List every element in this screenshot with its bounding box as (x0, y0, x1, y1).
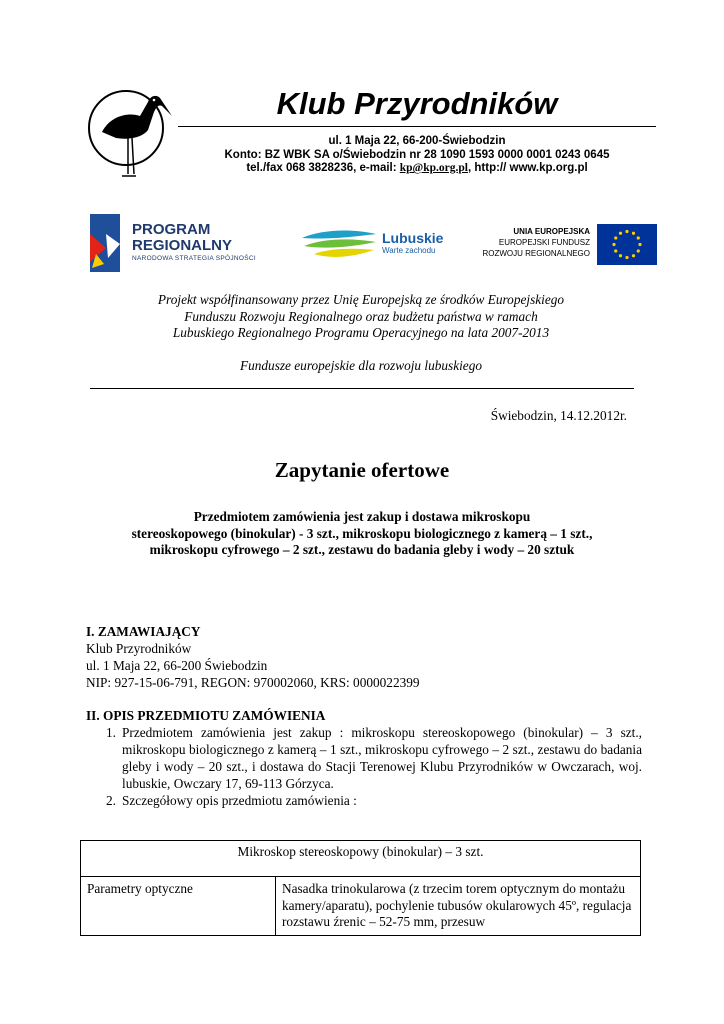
eu-star-icon (632, 232, 635, 235)
table-cell-param: Parametry optyczne (81, 877, 276, 936)
account-line: Konto: BZ WBK SA o/Świebodzin nr 28 1090 1593 0000 0001 0243 0645 (224, 148, 610, 161)
project-line3: Lubuskiego Regionalnego Programu Operacyjnego na lata 2007-2013 (172, 325, 550, 340)
list-item-number: 1. (106, 725, 116, 740)
section-order-description (86, 707, 642, 809)
subject-block (90, 509, 634, 559)
project-line1: Projekt współfinansowany przez Unię Europejską ze środków Europejskiego (157, 292, 565, 307)
program-regionalny-logo (86, 214, 282, 272)
eu-star-icon (625, 256, 628, 259)
lubuskie-wave-icon (300, 220, 378, 266)
phone-email-line (178, 162, 656, 176)
table-header-cell: Mikroskop stereoskopowy (binokular) – 3 szt. (81, 841, 641, 877)
contact-block (178, 135, 656, 176)
header-divider (178, 126, 656, 127)
eu-star-icon (638, 243, 641, 246)
program-regionalny-emblem-icon (86, 214, 122, 272)
list-item-text: Szczegółowy opis przedmiotu zamówienia : (122, 793, 357, 808)
address-line: ul. 1 Maja 22, 66-200-Świebodzin (328, 135, 506, 147)
section1-ids: NIP: 927-15-06-791, REGON: 970002060, KRS: 0000022399 (86, 675, 420, 690)
lubuskie-name: Lubuskie (382, 230, 444, 246)
list-item-text: Przedmiotem zamówienia jest zakup : mikroskopu stereoskopowego (binokular) – 3 szt., mikroskopu biologicznego z kamerą – 1 szt., mikroskopu cyfrowego – 2 szt., zestawu do badania gleby i wody – 20 szt., i dostawa do Stacji Terenowej Klubu Przyrodników w Owczarach, woj. lubuskie, Owczary 17, 69-113 Górzyca. (122, 725, 642, 791)
section2-heading: II. OPIS PRZEDMIOTU ZAMÓWIENIA (86, 708, 326, 723)
ue-line1: UNIA EUROPEJSKA (513, 227, 590, 236)
lubuskie-tagline: Warte zachodu (382, 246, 436, 255)
eu-flag-icon (597, 224, 657, 265)
list-item-number: 2. (106, 793, 116, 808)
project-line2: Funduszu Rozwoju Regionalnego oraz budżetu państwa w ramach (184, 308, 538, 324)
ue-line3: ROZWOJU REGIONALNEGO (482, 249, 590, 258)
document-date: Świebodzin, 14.12.2012r. (490, 408, 627, 423)
list-item (86, 792, 642, 809)
program-line2: REGIONALNY (132, 237, 233, 254)
ue-line2: EUROPEJSKI FUNDUSZ (498, 238, 590, 247)
eu-star-icon (612, 243, 615, 246)
web-text: , http:// www.kp.org.pl (468, 162, 588, 174)
eu-star-icon (619, 254, 622, 257)
subject-line2: stereoskopowego (binokular) - 3 szt., mikroskopu biologicznego z kamerą – 1 szt., (131, 525, 593, 541)
section1-heading: I. ZAMAWIAJĄCY (86, 624, 201, 639)
subject-line3: mikroskopu cyfrowego – 2 szt., zestawu do badania gleby i wody – 20 sztuk (149, 542, 575, 557)
eu-star-icon (637, 249, 640, 252)
stork-logo (88, 86, 174, 182)
document-title: Zapytanie ofertowe (274, 458, 450, 482)
eu-star-icon (632, 254, 635, 257)
eu-star-icon (614, 236, 617, 239)
table-row (81, 877, 641, 936)
eu-star-icon (625, 230, 628, 233)
section1-address: ul. 1 Maja 22, 66-200 Świebodzin (86, 658, 268, 673)
eu-star-icon (619, 232, 622, 235)
email-link[interactable]: kp@kp.org.pl (399, 162, 468, 174)
list-item (86, 724, 642, 792)
lubuskie-logo (300, 220, 450, 266)
club-name: Klub Przyrodników (276, 86, 558, 121)
order-items-list (86, 724, 642, 809)
phone-text: tel./fax 068 3828236, e-mail: (246, 162, 400, 174)
program-line3: NARODOWA STRATEGIA SPÓJNOŚCI (132, 255, 256, 262)
project-description (90, 292, 632, 342)
slogan: Fundusze europejskie dla rozwoju lubuskiego (239, 358, 483, 373)
project-divider (90, 388, 634, 389)
program-line1: PROGRAM (132, 221, 211, 238)
eu-star-icon (637, 236, 640, 239)
eu-fund-label (476, 226, 590, 259)
table-header-row (81, 841, 641, 877)
table-cell-value: Nasadka trinokularowa (z trzecim torem optycznym do montażu kamery/aparatu), pochylenie tubusów okularowych 45º, regulacja rozstawu źrenic – 52-75 mm, przesuw (276, 877, 641, 936)
section-ordering-party (86, 623, 642, 691)
eu-star-icon (614, 249, 617, 252)
subject-line1: Przedmiotem zamówienia jest zakup i dostawa mikroskopu (193, 509, 531, 524)
section1-name: Klub Przyrodników (86, 641, 192, 656)
specification-table (80, 840, 641, 936)
